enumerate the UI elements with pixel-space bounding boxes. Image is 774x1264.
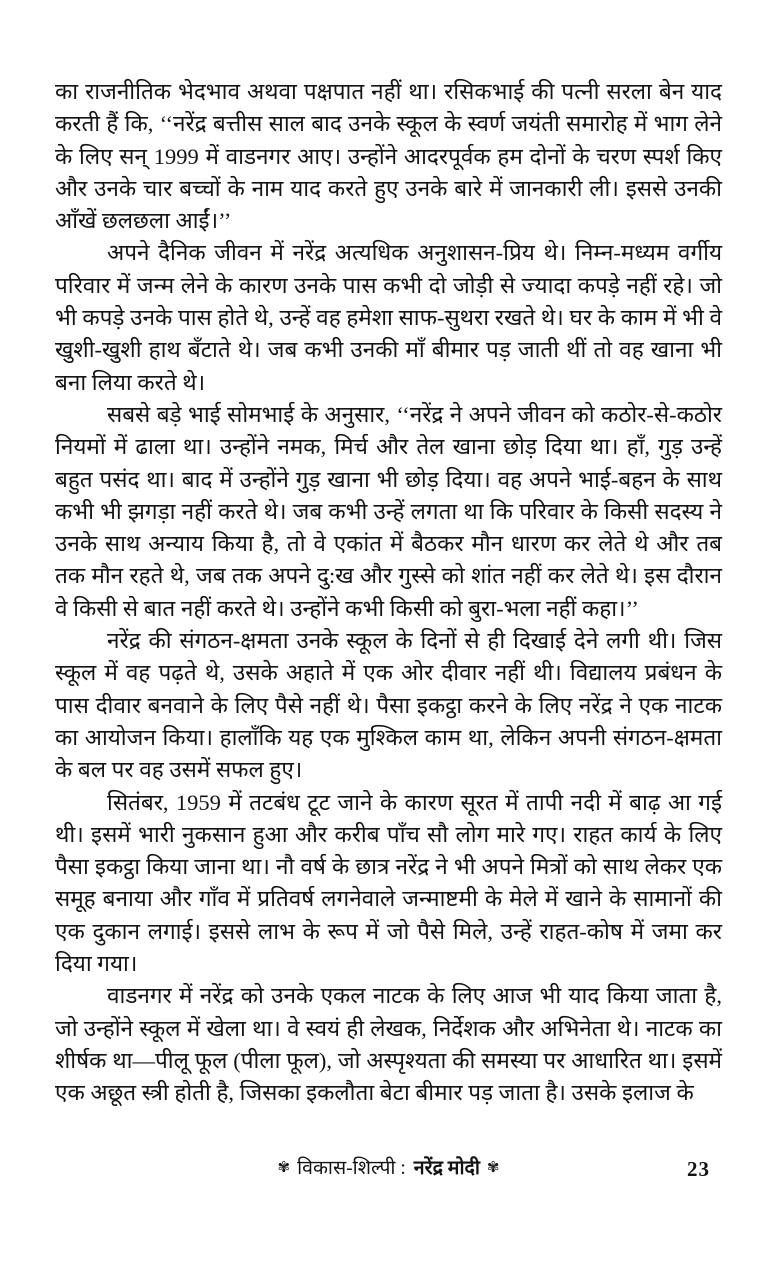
rosette-icon: ✾ [486, 1160, 500, 1176]
paragraph-daily-life: अपने दैनिक जीवन में नरेंद्र अत्यधिक अनुशासन-प्रिय थे। निम्न-मध्यम वर्गीय परिवार में जन्म लेने के कारण उनके पास कभी दो जोड़ी से ज्यादा कपड़े नहीं रहे। जो भी कपड़े उनके पास होते थे, उन्हें वह हमेशा साफ-सुथरा रखते थे। घर के काम में भी वे खुशी-खुशी हाथ बँटाते थे। जब कभी उनकी माँ बीमार पड़ जाती थीं तो वह खाना भी बना लिया करते थे। [55, 240, 722, 395]
paragraph-continuation: का राजनीतिक भेदभाव अथवा पक्षपात नहीं था। रसिकभाई की पत्नी सरला बेन याद करती हैं कि, ‘‘नरेंद्र बत्तीस साल बाद उनके स्कूल के स्वर्ण जयंती समारोह में भाग लेने के लिए सन् 1999 में वाडनगर आए। उन्होंने आदरपूर्वक हम दोनों के चरण स्पर्श किए और उनके चार बच्चों के नाम याद करते हुए उनके बारे में जानकारी ली। इससे उनकी आँखें छलछला आईं।’’ [55, 79, 722, 234]
footer-book-title: नरेंद्र मोदी [413, 1158, 480, 1179]
paragraph-vadnagar-play: वाडनगर में नरेंद्र को उनके एकल नाटक के लिए आज भी याद किया जाता है, जो उन्होंने स्कूल में खेला था। वे स्वयं ही लेखक, निर्देशक और अभिनेता थे। नाटक का शीर्षक था—पीलू फूल (पीला फूल), जो अस्पृश्यता की समस्या पर आधारित था। इसमें एक अछूत स्त्री होती है, जिसका इकलौता बेटा बीमार पड़ जाता है। उसके इलाज के [55, 983, 722, 1106]
body-text [55, 76, 722, 1110]
paragraph-sombhai-quote: सबसे बड़े भाई सोमभाई के अनुसार, ‘‘नरेंद्र ने अपने जीवन को कठोर-से-कठोर नियमों में ढाला था। उन्होंने नमक, मिर्च और तेल खाना छोड़ दिया था। हाँ, गुड़ उन्हें बहुत पसंद था। बाद में उन्होंने गुड़ खाना भी छोड़ दिया। वह अपने भाई-बहन के साथ कभी भी झगड़ा नहीं करते थे। जब कभी उन्हें लगता था कि परिवार के किसी सदस्य ने उनके साथ अन्याय किया है, तो वे एकांत में बैठकर मौन धारण कर लेते थे और तब तक मौन रहते थे, जब तक अपने दु:ख और गुस्से को शांत नहीं कर लेते थे। इस दौरान वे किसी से बात नहीं करते थे। उन्होंने कभी किसी को बुरा-भला नहीं कहा।’’ [55, 401, 722, 621]
footer-series-title: विकास-शिल्पी : [297, 1158, 406, 1179]
page-number: 23 [687, 1157, 710, 1181]
footer-running-title [55, 1152, 722, 1187]
rosette-icon: ✾ [277, 1160, 291, 1176]
paragraph-organisation-skill: नरेंद्र की संगठन-क्षमता उनके स्कूल के दिनों से ही दिखाई देने लगी थी। जिस स्कूल में वह पढ़ते थे, उसके अहाते में एक ओर दीवार नहीं थी। विद्यालय प्रबंधन के पास दीवार बनवाने के लिए पैसे नहीं थे। पैसा इकट्ठा करने के लिए नरेंद्र ने एक नाटक का आयोजन किया। हालाँकि यह एक मुश्किल काम था, लेकिन अपनी संगठन-क्षमता के बल पर वह उसमें सफल हुए। [55, 628, 722, 783]
paragraph-flood-1959: सितंबर, 1959 में तटबंध टूट जाने के कारण सूरत में तापी नदी में बाढ़ आ गई थी। इसमें भारी नुकसान हुआ और करीब पाँच सौ लोग मारे गए। राहत कार्य के लिए पैसा इकट्ठा किया जाना था। नौ वर्ष के छात्र नरेंद्र ने भी अपने मित्रों को साथ लेकर एक समूह बनाया और गाँव में प्रतिवर्ष लगनेवाले जन्माष्टमी के मेले में खाने के सामानों की एक दुकान लगाई। इससे लाभ के रूप में जो पैसे मिले, उन्हें राहत-कोष में जमा कर दिया गया। [55, 789, 722, 977]
page-footer [55, 1152, 722, 1186]
